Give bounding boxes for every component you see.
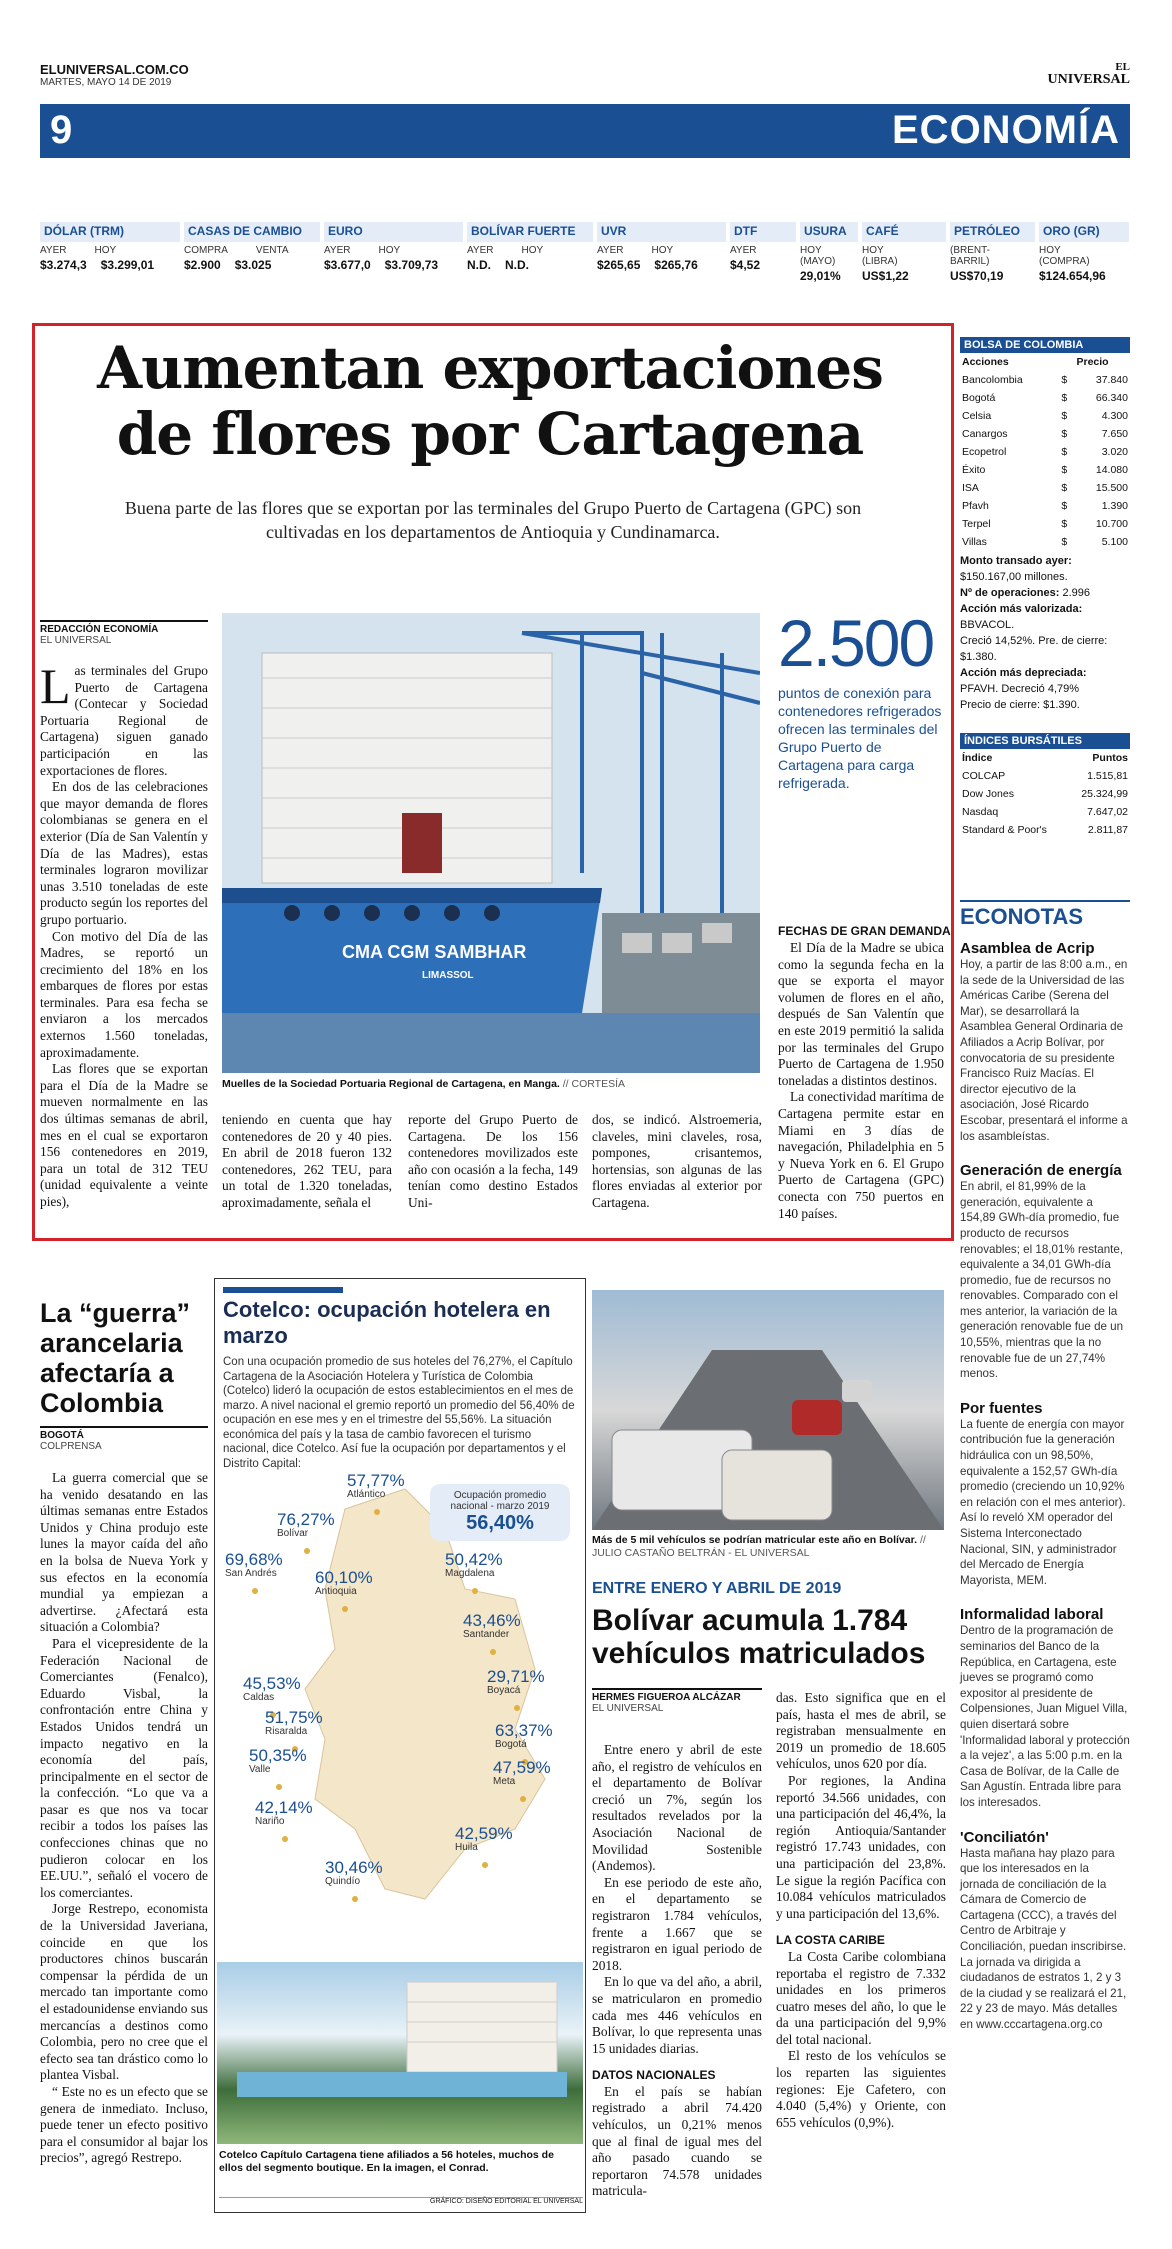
subhead-demanda: FECHAS DE GRAN DEMANDA: [778, 924, 951, 938]
econota-item: Asamblea de Acrip Hoy, a partir de las 8:00 a.m., en la sede de la Universidad de las Américas Caribe (Serena del Mar), se desarrollará la Asamblea General Ordinaria de Afiliados a Acrip Bolívar, por convocatoria de su presidente Francisco Ruiz Macías. El director ejecutivo de la asociación, José Ricardo Escobar, presentará el informe a los asambleístas.: [960, 940, 1128, 1143]
big-figure: 2.500: [778, 606, 934, 680]
index-row: Dow Jones 25.324,99: [962, 788, 1128, 800]
occupancy-label-risaralda: 51,75% Risaralda: [265, 1708, 323, 1737]
hotel-caption: Cotelco Capítulo Cartagena tiene afiliados a 56 hoteles, muchos de ellos del segmento boutique. En la imagen, el Conrad.: [219, 2149, 554, 2174]
hotel-infographic: [214, 1278, 586, 2213]
bolsa-row: Terpel $ 10.700: [962, 518, 1128, 530]
indicator-3: EURO AYER HOY $3.677,0 $3.709,73: [324, 222, 463, 272]
main-col4: dos, se indicó. Alstroemeria, claveles, mini claveles, rosa, pompones, crisantemos, hortensias, son algunas de las flores enviadas al exterior por Cartagena.: [592, 1112, 762, 1210]
occupancy-label-boyac: 29,71% Boyacá: [487, 1667, 545, 1696]
occupancy-label-atlntico: 57,77% Atlántico: [347, 1471, 405, 1500]
issue-date: MARTES, MAYO 14 DE 2019: [40, 77, 172, 88]
occupancy-label-sanandrs: 69,68% San Andrés: [225, 1550, 283, 1579]
main-col1: Las terminales del Grupo Puerto de Cartagena (Contecar y Sociedad Portuaria Regional de Cartagena) siguen ganado participación en las exportaciones de flores. En dos de las celebraciones que mayor demanda de flores colombianas se genera en el exterior (Día de San Valentín y Día de las Madres), estas terminales lograron movilizar unas 3.510 toneladas de este producto según los reportes del grupo portuario. Con motivo del Día de las Madres, se reportó un crecimiento del 18% en los embarques de flores por estas terminales. Para esa fecha se enviaron a los mercados externos 1.560 toneladas, aproximadamente. Las flores que se exportan para el Día de la Madre se mueven normalmente en las dos últimas semanas de abril, mes en el cual se exportaron 156 contenedores en 2019, para un total de 312 TEU (unidad equivalente a veinte pies),: [40, 658, 208, 1209]
occupancy-label-nario: 42,14% Nariño: [255, 1798, 313, 1827]
indicator-10: ORO (GR) HOY (COMPRA) $124.654,96: [1039, 222, 1129, 283]
bolsa-title: BOLSA DE COLOMBIA: [960, 337, 1130, 353]
occupancy-label-quindo: 30,46% Quindío: [325, 1858, 383, 1887]
econotas-column: [960, 900, 1130, 2033]
indicator-2: CASAS DE CAMBIO COMPRA VENTA $2.900 $3.025: [184, 222, 320, 272]
hotel-title: Cotelco: ocupación hotelera en marzo: [223, 1297, 551, 1348]
map-dot: [520, 1796, 526, 1802]
big-figure-text: puntos de conexión para contenedores refrigerados ofrecen las terminales del Grupo Puerto de Cartagena para carga refrigerada.: [778, 685, 942, 791]
section-band: [40, 104, 1130, 158]
map-dot: [472, 1588, 478, 1594]
ship-photo: [222, 613, 760, 1073]
bolsa-row: Bogotá $ 66.340: [962, 392, 1128, 404]
site-url[interactable]: ELUNIVERSAL.COM.CO: [40, 62, 189, 77]
main-byline: REDACCIÓN ECONOMÍA EL UNIVERSAL: [40, 620, 208, 646]
occupancy-label-huila: 42,59% Huila: [455, 1824, 513, 1853]
traffic-photo-caption: Más de 5 mil vehículos se podrían matricular este año en Bolívar. // JULIO CASTAÑO BELTRÁN - EL UNIVERSAL: [592, 1534, 926, 1559]
guerra-story: La “guerra” arancelaria afectaría a Colombia BOGOTÁ COLPRENSA La guerra comercial que se ha venido desatando en las últimas semanas entre Estados Unidos y China produjo este lunes la mayor caída del año en la bolsa de Nueva York y sus efectos en la economía mundial ya empiezan a advertirse. ¿Afectará esta situación a Colombia? Para el vicepresidente de la Federación Nacional de Comerciantes (Fenalco), Eduardo Visbal, la confrontación entre China y Estados Unidos tendrá un impacto negativo en la economía del país, principalmente en el sector de la confección. “Lo que va a pasar es que nos va tocar recibir a todos los países las confecciones chinas que no pudieron colocar en los EE.UU.”, señaló el vocero de los comerciantes. Jorge Restrepo, economista de la Universidad Javeriana, coincide en que los productores chinos buscarán compensar la pérdida de un mercado tan importante como el estadounidense enviando sus mercancías a destinos como Colombia, pero no cree que el efecto sea tan drástico como lo plantea Visbal. “ Este no es un efecto que se genera de inmediato. Incluso, puede tener un efecto positivo para el consumidor al bajar los precios”, agregó Restrepo.: [40, 1298, 208, 2166]
map-dot: [490, 1649, 496, 1655]
index-row: COLCAP 1.515,81: [962, 770, 1128, 782]
bolsa-row: Bancolombia $ 37.840: [962, 374, 1128, 386]
vehiculos-headline: Bolívar acumula 1.784 vehículos matriculados: [592, 1604, 926, 1670]
bolsa-row: Canargos $ 7.650: [962, 428, 1128, 440]
ship-photo-caption: Muelles de la Sociedad Portuaria Regional de Cartagena, en Manga. // CORTESÍA: [222, 1078, 626, 1090]
indicator-1: DÓLAR (TRM) AYER HOY $3.274,3 $3.299,01: [40, 222, 180, 272]
vehiculos-colB: das. Esto significa que en el país, hasta el mes de abril, se registraban mensualmente en 2019 un promedio de 18.605 vehículos, unos 620 por día. Por regiones, la Andina reportó 34.566 unidades, con una participación del 46,4%, la región Antioquia/Santander registró 17.743 unidades, con una participación del 23,8%. Le sigue la región Pacífica con 10.084 vehículos matriculados y una participación del 13,6%. LA COSTA CARIBE La Costa Caribe colombiana reportaba el registro de 7.332 unidades en los primeros cuatro meses del año, lo que le da una participación del 9,9% del total nacional. El resto de los vehículos se los reparten las siguientes regiones: Eje Cafetero, con 4.040 (5,4%) y Oriente, con 655 vehículos (0,9%).: [776, 1690, 946, 2130]
traffic-photo: [592, 1290, 944, 1530]
occupancy-label-bogot: 63,37% Bogotá: [495, 1721, 553, 1750]
masthead: [40, 62, 1130, 88]
indicator-7: USURA HOY (MAYO) 29,01%: [800, 222, 858, 283]
bolsa-row: Celsia $ 4.300: [962, 410, 1128, 422]
national-average-box: Ocupación promedio nacional - marzo 2019 56,40%: [430, 1484, 570, 1541]
map-dot: [342, 1606, 348, 1612]
vehiculos-kicker: ENTRE ENERO Y ABRIL DE 2019: [592, 1580, 842, 1597]
indicators-bar: [40, 222, 1130, 284]
occupancy-label-caldas: 45,53% Caldas: [243, 1674, 301, 1703]
indicator-4: BOLÍVAR FUERTE AYER HOY N.D. N.D.: [467, 222, 593, 272]
occupancy-label-meta: 47,59% Meta: [493, 1758, 551, 1787]
map-dot: [514, 1705, 520, 1711]
map-dot: [482, 1862, 488, 1868]
occupancy-label-valle: 50,35% Valle: [249, 1746, 307, 1775]
ship-name-text: CMA CGM SAMBHAR: [342, 942, 527, 962]
main-col3: reporte del Grupo Puerto de Cartagena. De los 156 contenedores movilizados este año con ocasión a la fecha, 149 tenían como destino Estados Uni-: [408, 1112, 578, 1210]
map-dot: [304, 1548, 310, 1554]
econota-item: Por fuentes La fuente de energía con mayor contribución fue la generación hidráulica con un 98,50%, equivalente a 152,57 GWh-día promedio (creciendo un 10,92% en relación con el mes anterior). Así lo reveló XM operador del Sistema Interconectado Nacional, SIN, y administrador del Mercado de Energía Mayorista, MEM.: [960, 1399, 1126, 1587]
page-number: 9: [50, 108, 73, 152]
econota-item: 'Conciliatón' Hasta mañana hay plazo para que los interesados en la jornada de conciliación de la Cámara de Comercio de Cartagena (CCC), a través del Centro de Arbitraje y Conciliación, puedan inscribirse. La jornada va dirigida a ciudadanos de estratos 1, 2 y 3 de la ciudad y se realizará el 21, 22 y 23 de mayo. Más detalles en www.cccartagena.org.co: [960, 1828, 1127, 2032]
hotel-photo: [217, 1962, 583, 2144]
newspaper-logo: EL UNIVERSAL: [1047, 61, 1130, 87]
occupancy-label-bolvar: 76,27% Bolívar: [277, 1510, 335, 1539]
vehiculos-byline: HERMES FIGUEROA ALCÁZAR EL UNIVERSAL: [592, 1688, 762, 1714]
indicator-5: UVR AYER HOY $265,65 $265,76: [597, 222, 726, 272]
hotel-intro: Con una ocupación promedio de sus hoteles del 76,27%, el Capítulo Cartagena de la Asociación Hotelera y Turística de Colombia (Cotelco) lideró la ocupación de estos establecimientos en el mes de marzo. A nivel nacional el gremio reportó un promedio del 56,40% de ocupación en ese mes y en el trimestre del 55,56%. La situación económica del país y la tasa de cambio favorecen el turismo nacional, dice Cotelco. Así fue la ocupación por departamentos y el Distrito Capital:: [223, 1356, 575, 1470]
occupancy-label-magdalena: 50,42% Magdalena: [445, 1550, 503, 1579]
econota-item: Generación de energía En abril, el 81,99% de la generación, equivalente a 154,89 GWh-día promedio, fue producto de recursos renovables; el 18,01% restante, equivalente a 34,01 GWh-día promedio, fue de recursos no renovables. Comparado con el mes anterior, la variación de la generación renovable fue de un 10,55%, mientras que la no renovable fue de un 27,74% menos.: [960, 1162, 1124, 1381]
vehiculos-colA: Entre enero y abril de este año, el registro de vehículos en el departamento de Bolívar creció un 7%, según los resultados revelados por la Asociación Nacional de Movilidad Sostenible (Andemos). En ese periodo de este año, en el departamento se registraron 1.784 vehículos, frente a 1.667 que se registraron en igual periodo de 2018. En lo que va del año, a abril, se matricularon en promedio cada mes 446 vehículos en Bolívar, lo que representa unas 15 unidades diarias. DATOS NACIONALES En el país se habían registrado a abril 74.420 vehículos, un 0,21% menos que al final de igual mes del año pasado cuando se reportaron 74.578 unidades matricula-: [592, 1742, 762, 2199]
index-row: Nasdaq 7.647,02: [962, 806, 1128, 818]
map-dot: [352, 1896, 358, 1902]
econota-item: Informalidad laboral Dentro de la programación de seminarios del Banco de la República, en Cartagena, este jueves se programó como expositor al presidente de Colpensiones, Juan Miguel Villa, quien disertará sobre 'Informalidad laboral y protección a la vejez', a las 5:00 p.m. en la Casa de Bolívar, de la Calle de San Agustín. Entrada libre para los interesados.: [960, 1606, 1130, 1809]
index-row: Standard & Poor's 2.811,87: [962, 824, 1128, 836]
main-col2: teniendo en cuenta que hay contenedores de 20 y 40 pies. En abril de 2018 fueron 132 contenedores, 262 TEU, para un total de 1.320 toneladas, aproximadamente, señala el: [222, 1112, 392, 1210]
bolsa-row: Ecopetrol $ 3.020: [962, 446, 1128, 458]
main-col5: El Día de la Madre se ubica como la segunda fecha en la que se exporta el mayor volumen de flores en el año, después de San Valentín que en este 2019 permitió la salida por las terminales del Grupo Puerto de Cartagena de 1.950 toneladas a distintos destinos. La conectividad marítima de Cartagena permite estar en Miami en 3 días de navegación, Philadelphia en 5 y Nueva York en 6. El Grupo Puerto de Cartagena (GPC) conecta con 750 puertos en 140 países.: [778, 940, 944, 1221]
indices-title: ÍNDICES BURSÁTILES: [960, 733, 1130, 749]
bolsa-row: Villas $ 5.100: [962, 536, 1128, 548]
guerra-headline: La “guerra” arancelaria afectaría a Colombia: [40, 1298, 191, 1418]
bolsa-row: Éxito $ 14.080: [962, 464, 1128, 476]
econotas-title: ECONOTAS: [960, 900, 1130, 930]
map-dot: [282, 1836, 288, 1842]
map-dot: [276, 1784, 282, 1790]
bolsa-row: ISA $ 15.500: [962, 482, 1128, 494]
main-dek: Buena parte de las flores que se exportan por las terminales del Grupo Puerto de Cartagena (GPC) son cultivadas en los departamentos de Antioquia y Cundinamarca.: [124, 498, 862, 542]
indicator-8: CAFÉ HOY (LIBRA) US$1,22: [862, 222, 946, 283]
main-headline: Aumentan exportaciones de flores por Cartagena: [97, 334, 883, 468]
vehiculos-header: [592, 1580, 944, 1670]
occupancy-label-antioquia: 60,10% Antioquia: [315, 1568, 373, 1597]
graphic-credit: GRÁFICO: DISEÑO EDITORIAL EL UNIVERSAL: [219, 2197, 583, 2205]
bolsa-row: Pfavh $ 1.390: [962, 500, 1128, 512]
map-dot: [374, 1509, 380, 1515]
indicator-6: DTF AYER $4,52: [730, 222, 796, 272]
bolsa-sidebar: BOLSA DE COLOMBIA Acciones Precio Bancolombia $ 37.840 Bogotá $ 66.340 Celsia $ 4.300 Canargos $ 7.650 Ecopetrol $ 3.020 Éxito $ 14.080 ISA $ 15.500 Pfavh $ 1.390 Terpel $ 10.700 Villas $ 5.100 Monto transado ayer: $150.167,00 millones. Nº de operaciones: 2.996 Acción más valorizada: BBVACOL. Creció 14,52%. Pre. de cierre: $1.380. Acción más depreciada: PFAVH. Decreció 4,79% Precio de cierre: $1.390. ÍNDICES BURSÁTILES Índice Puntos COLCAP 1.515,81 Dow Jones 25.324,99 Nasdaq 7.647,02 Standard & Poor's 2.811,87: [960, 337, 1130, 839]
occupancy-label-santander: 43,46% Santander: [463, 1611, 521, 1640]
section-title: ECONOMÍA: [892, 108, 1120, 152]
bolsa-table: Acciones Precio Bancolombia $ 37.840 Bogotá $ 66.340 Celsia $ 4.300 Canargos $ 7.650 Ecopetrol $ 3.020 Éxito $ 14.080 ISA $ 15.500 Pfavh $ 1.390 Terpel $ 10.700 Villas $ 5.100: [960, 353, 1130, 551]
indicator-9: PETRÓLEO (BRENT-BARRIL) US$70,19: [950, 222, 1035, 283]
map-dot: [252, 1588, 258, 1594]
indices-table: Índice Puntos COLCAP 1.515,81 Dow Jones 25.324,99 Nasdaq 7.647,02 Standard & Poor's 2.811,87: [960, 749, 1130, 839]
drop-cap: L: [40, 658, 71, 714]
ship-port-text: LIMASSOL: [422, 970, 474, 981]
